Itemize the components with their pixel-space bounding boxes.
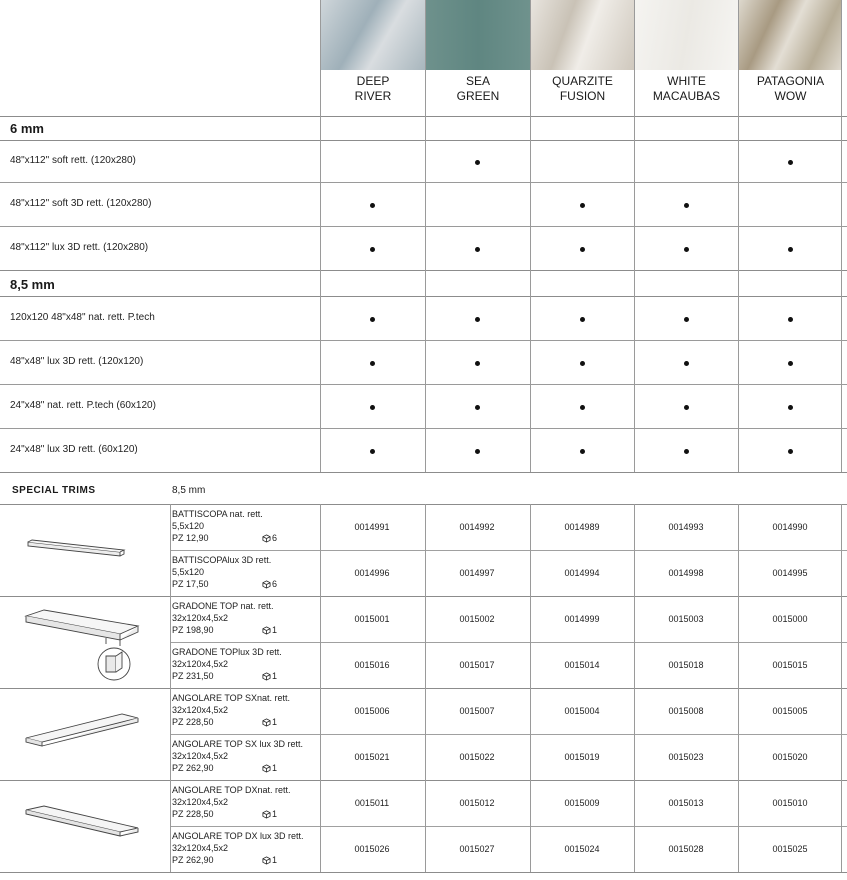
- product-code: 0015010: [772, 798, 808, 808]
- column-name-line2: RIVER: [354, 89, 392, 103]
- product-code: 0015027: [459, 844, 495, 854]
- pack-quantity: [262, 578, 277, 590]
- box-icon: [262, 672, 271, 681]
- product-code: 0015014: [564, 660, 600, 670]
- pack-count: 1: [271, 625, 277, 635]
- row-divider: [0, 340, 847, 341]
- trim-name: ANGOLARE TOP SX lux 3D rett.: [172, 739, 304, 749]
- product-code: 0015001: [354, 614, 390, 624]
- box-icon: [262, 856, 271, 865]
- box-icon: [262, 764, 271, 773]
- product-code: 0015008: [668, 706, 704, 716]
- availability-dot: [788, 160, 793, 165]
- trim-price-row: [172, 532, 277, 544]
- trim-price: PZ 17,50: [172, 579, 209, 589]
- box-icon: [262, 718, 271, 727]
- product-code: 0015006: [354, 706, 390, 716]
- trim-group-divider: [0, 596, 847, 597]
- pack-quantity: [262, 854, 277, 866]
- availability-dot: [475, 317, 480, 322]
- availability-dot: [370, 361, 375, 366]
- column-name-line2: FUSION: [559, 89, 606, 103]
- product-code: 0014999: [564, 614, 600, 624]
- trim-column-divider: [170, 504, 171, 872]
- trim-size: 32x120x4,5x2: [172, 705, 229, 715]
- product-code: 0015023: [668, 752, 704, 762]
- trim-column-divider: [425, 504, 426, 872]
- trim-price-row: [172, 624, 277, 636]
- format-label: 120x120 48"x48" nat. rett. P.tech: [10, 312, 155, 323]
- pack-quantity: [262, 808, 277, 820]
- trim-price: PZ 231,50: [172, 671, 214, 681]
- pack-quantity: [262, 762, 277, 774]
- product-code: 0015013: [668, 798, 704, 808]
- pack-count: 1: [271, 717, 277, 727]
- special-trims-thickness: 8,5 mm: [172, 485, 206, 496]
- product-code: 0015026: [354, 844, 390, 854]
- product-code: 0015012: [459, 798, 495, 808]
- column-header: [321, 74, 425, 110]
- section-divider: [0, 270, 847, 271]
- trim-price: PZ 12,90: [172, 533, 209, 543]
- availability-dot: [580, 405, 585, 410]
- column-name-line2: WOW: [774, 89, 807, 103]
- box-icon: [262, 534, 271, 543]
- trim-name: ANGOLARE TOP DX lux 3D rett.: [172, 831, 304, 841]
- pack-quantity: [262, 670, 277, 682]
- trim-description: [172, 600, 320, 636]
- product-code: 0015019: [564, 752, 600, 762]
- box-icon: [262, 626, 271, 635]
- trim-row-divider: [170, 734, 847, 735]
- availability-dot: [788, 361, 793, 366]
- availability-dot: [475, 160, 480, 165]
- availability-dot: [475, 405, 480, 410]
- availability-dot: [788, 405, 793, 410]
- trim-row-divider: [170, 826, 847, 827]
- trim-column-divider: [841, 504, 842, 872]
- color-swatch: [635, 0, 738, 70]
- trim-price-row: [172, 716, 277, 728]
- trim-price: PZ 262,90: [172, 855, 214, 865]
- trim-description: [172, 830, 320, 866]
- pack-quantity: [262, 532, 277, 544]
- pack-count: 6: [271, 579, 277, 589]
- column-header: [426, 74, 530, 110]
- product-code: 0014998: [668, 568, 704, 578]
- trim-column-divider: [320, 504, 321, 872]
- row-divider: [0, 182, 847, 183]
- product-code: 0014989: [564, 522, 600, 532]
- pack-quantity: [262, 716, 277, 728]
- product-code: 0015016: [354, 660, 390, 670]
- column-divider: [530, 0, 531, 472]
- format-label: 48"x112" soft rett. (120x280): [10, 155, 136, 166]
- availability-dot: [684, 203, 689, 208]
- pack-quantity: [262, 624, 277, 636]
- trim-name: BATTISCOPA nat. rett.: [172, 509, 263, 519]
- availability-dot: [684, 361, 689, 366]
- product-code: 0014992: [459, 522, 495, 532]
- row-divider: [0, 226, 847, 227]
- product-code: 0014991: [354, 522, 390, 532]
- availability-dot: [684, 449, 689, 454]
- trim-price-row: [172, 808, 277, 820]
- product-code: 0014995: [772, 568, 808, 578]
- product-code: 0014994: [564, 568, 600, 578]
- column-divider: [634, 0, 635, 472]
- trim-size: 32x120x4,5x2: [172, 843, 229, 853]
- box-icon: [262, 810, 271, 819]
- product-code: 0015002: [459, 614, 495, 624]
- corner-left-drawing: [20, 700, 140, 755]
- product-code: 0015022: [459, 752, 495, 762]
- trim-name: ANGOLARE TOP SXnat. rett.: [172, 693, 291, 703]
- product-code: 0015017: [459, 660, 495, 670]
- section-divider: [0, 140, 847, 141]
- availability-dot: [475, 449, 480, 454]
- product-code: 0015000: [772, 614, 808, 624]
- color-swatch: [321, 0, 425, 70]
- column-name-line2: GREEN: [456, 89, 500, 103]
- trim-name: GRADONE TOPlux 3D rett.: [172, 647, 282, 657]
- product-code: 0015003: [668, 614, 704, 624]
- trim-size: 5,5x120: [172, 567, 205, 577]
- trims-top-divider: [0, 504, 847, 505]
- trim-description: [172, 784, 320, 820]
- section-divider: [0, 296, 847, 297]
- product-code: 0015007: [459, 706, 495, 716]
- column-header: [635, 74, 738, 110]
- product-code: 0015018: [668, 660, 704, 670]
- column-name-line1: PATAGONIA: [756, 74, 825, 88]
- trim-column-divider: [530, 504, 531, 872]
- section-title: 8,5 mm: [10, 277, 55, 292]
- corner-right-drawing: [20, 796, 140, 851]
- pack-count: 1: [271, 809, 277, 819]
- trim-row-divider: [170, 550, 847, 551]
- trim-description: [172, 738, 320, 774]
- availability-dot: [370, 317, 375, 322]
- product-code: 0015024: [564, 844, 600, 854]
- trim-price-row: [172, 762, 277, 774]
- color-swatch: [426, 0, 530, 70]
- availability-dot: [370, 247, 375, 252]
- format-label: 24"x48" lux 3D rett. (60x120): [10, 444, 138, 455]
- trim-column-divider: [634, 504, 635, 872]
- trim-price-row: [172, 670, 277, 682]
- column-header: [531, 74, 634, 110]
- format-label: 48"x112" soft 3D rett. (120x280): [10, 198, 152, 209]
- column-name-line1: WHITE: [667, 74, 706, 88]
- row-divider: [0, 428, 847, 429]
- section-divider: [0, 472, 847, 473]
- trim-price: PZ 198,90: [172, 625, 214, 635]
- trim-price: PZ 228,50: [172, 717, 214, 727]
- availability-dot: [684, 317, 689, 322]
- column-divider: [320, 0, 321, 472]
- pack-count: 1: [271, 763, 277, 773]
- column-divider: [425, 0, 426, 472]
- product-code: 0015005: [772, 706, 808, 716]
- column-divider: [841, 0, 842, 472]
- availability-dot: [370, 405, 375, 410]
- trim-size: 32x120x4,5x2: [172, 659, 229, 669]
- trim-column-divider: [738, 504, 739, 872]
- format-label: 24"x48" nat. rett. P.tech (60x120): [10, 400, 156, 411]
- availability-dot: [788, 449, 793, 454]
- availability-dot: [684, 247, 689, 252]
- trim-name: ANGOLARE TOP DXnat. rett.: [172, 785, 291, 795]
- trim-name: GRADONE TOP nat. rett.: [172, 601, 274, 611]
- product-code: 0015015: [772, 660, 808, 670]
- section-title: 6 mm: [10, 121, 44, 136]
- format-label: 48"x48" lux 3D rett. (120x120): [10, 356, 144, 367]
- section-divider: [0, 116, 847, 117]
- special-trims-title: SPECIAL TRIMS: [12, 485, 96, 496]
- column-name-line1: DEEP: [356, 74, 390, 88]
- product-code: 0015028: [668, 844, 704, 854]
- column-name-line1: QUARZITE: [552, 74, 613, 88]
- column-name-line1: SEA: [465, 74, 490, 88]
- trim-group-divider: [0, 780, 847, 781]
- trim-price: PZ 262,90: [172, 763, 214, 773]
- availability-dot: [580, 247, 585, 252]
- availability-dot: [370, 449, 375, 454]
- availability-dot: [475, 247, 480, 252]
- format-label: 48"x112" lux 3D rett. (120x280): [10, 242, 149, 253]
- product-code: 0015020: [772, 752, 808, 762]
- row-divider: [0, 384, 847, 385]
- pack-count: 1: [271, 671, 277, 681]
- trim-description: [172, 692, 320, 728]
- product-code: 0014997: [459, 568, 495, 578]
- trim-price-row: [172, 578, 277, 590]
- trim-description: [172, 554, 320, 590]
- trim-size: 32x120x4,5x2: [172, 613, 229, 623]
- trim-description: [172, 646, 320, 682]
- step-drawing: [20, 604, 140, 689]
- trim-price: PZ 228,50: [172, 809, 214, 819]
- availability-dot: [370, 203, 375, 208]
- product-code: 0015011: [354, 798, 390, 808]
- availability-dot: [788, 247, 793, 252]
- column-header: [739, 74, 842, 110]
- product-code: 0014993: [668, 522, 704, 532]
- availability-dot: [788, 317, 793, 322]
- trim-name: BATTISCOPAlux 3D rett.: [172, 555, 272, 565]
- trim-row-divider: [170, 642, 847, 643]
- trim-group-divider: [0, 872, 847, 873]
- column-divider: [738, 0, 739, 472]
- availability-dot: [580, 203, 585, 208]
- color-swatch: [531, 0, 634, 70]
- availability-dot: [684, 405, 689, 410]
- availability-dot: [580, 449, 585, 454]
- product-code: 0014990: [772, 522, 808, 532]
- color-swatch: [739, 0, 842, 70]
- pack-count: 1: [271, 855, 277, 865]
- trim-size: 5,5x120: [172, 521, 205, 531]
- product-code: 0015004: [564, 706, 600, 716]
- column-name-line2: MACAUBAS: [652, 89, 721, 103]
- product-code: 0015021: [354, 752, 390, 762]
- box-icon: [262, 580, 271, 589]
- availability-dot: [475, 361, 480, 366]
- trim-description: [172, 508, 320, 544]
- product-code: 0014996: [354, 568, 390, 578]
- product-code: 0015009: [564, 798, 600, 808]
- pack-count: 6: [271, 533, 277, 543]
- availability-dot: [580, 317, 585, 322]
- trim-price-row: [172, 854, 277, 866]
- trim-size: 32x120x4,5x2: [172, 797, 229, 807]
- trim-size: 32x120x4,5x2: [172, 751, 229, 761]
- product-code: 0015025: [772, 844, 808, 854]
- skirting-drawing: [20, 530, 130, 565]
- availability-dot: [580, 361, 585, 366]
